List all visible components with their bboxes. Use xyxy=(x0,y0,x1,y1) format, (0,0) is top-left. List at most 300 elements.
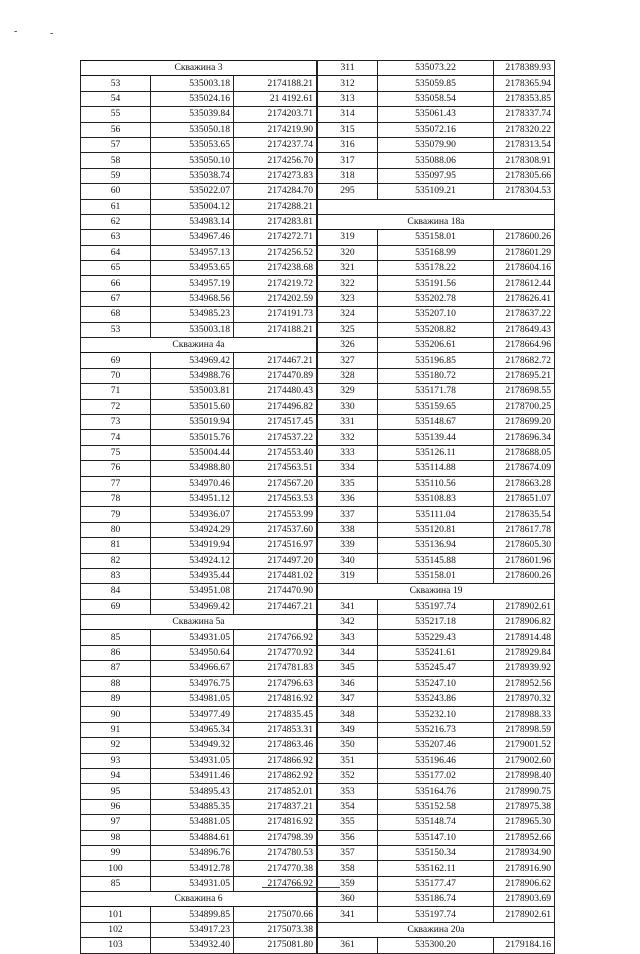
x-coordinate-cell: 534985.23 xyxy=(151,307,234,322)
y-coordinate-cell: 2174203.71 xyxy=(234,107,317,122)
x-coordinate-cell: 534936.07 xyxy=(151,507,234,522)
table-row xyxy=(318,76,555,91)
point-number-cell: 350 xyxy=(318,738,378,753)
point-number-cell: 295 xyxy=(318,184,378,199)
point-number-cell: 67 xyxy=(81,291,151,306)
point-number-cell: 65 xyxy=(81,261,151,276)
y-coordinate-cell: 2174863.46 xyxy=(234,738,317,753)
table-row xyxy=(81,799,317,814)
table-row xyxy=(318,245,555,260)
point-number-cell: 320 xyxy=(318,245,378,260)
y-coordinate-cell: 2178990.75 xyxy=(494,784,555,799)
table-row xyxy=(318,276,555,291)
y-coordinate-cell: 2174273.83 xyxy=(234,168,317,183)
table-row xyxy=(318,168,555,183)
y-coordinate-cell: 2178308.91 xyxy=(494,153,555,168)
table-row xyxy=(318,538,555,553)
table-row xyxy=(81,692,317,707)
table-row xyxy=(318,738,555,753)
y-coordinate-cell: 2178998.59 xyxy=(494,722,555,737)
point-number-cell: 86 xyxy=(81,645,151,660)
x-coordinate-cell: 534951.08 xyxy=(151,584,234,599)
right-coordinate-table xyxy=(317,60,554,954)
point-number-cell: 101 xyxy=(81,907,151,922)
y-coordinate-cell: 2174537.22 xyxy=(234,430,317,445)
y-coordinate-cell: 2174272.71 xyxy=(234,230,317,245)
y-coordinate-cell: 2178353.85 xyxy=(494,91,555,106)
point-number-cell: 84 xyxy=(81,584,151,599)
point-number-cell: 66 xyxy=(81,276,151,291)
x-coordinate-cell: 534931.05 xyxy=(151,876,234,891)
point-number-cell: 319 xyxy=(318,230,378,245)
y-coordinate-cell: 2178674.09 xyxy=(494,461,555,476)
point-number-cell: 78 xyxy=(81,491,151,506)
y-coordinate-cell: 2174816.92 xyxy=(234,815,317,830)
x-coordinate-cell: 534983.14 xyxy=(151,214,234,229)
y-coordinate-cell: 2178998.40 xyxy=(494,768,555,783)
y-coordinate-cell: 2174517.45 xyxy=(234,414,317,429)
point-number-cell: 313 xyxy=(318,91,378,106)
point-number-cell: 359 xyxy=(318,876,378,891)
y-coordinate-cell: 2178970.32 xyxy=(494,692,555,707)
point-number-cell: 346 xyxy=(318,676,378,691)
x-coordinate-cell: 535004.44 xyxy=(151,445,234,460)
point-number-cell: 55 xyxy=(81,107,151,122)
table-row xyxy=(318,845,555,860)
table-row xyxy=(81,230,317,245)
y-coordinate-cell: 2178682.72 xyxy=(494,353,555,368)
y-coordinate-cell: 2175081.80 xyxy=(234,938,317,953)
y-coordinate-cell: 2178600.26 xyxy=(494,230,555,245)
table-row xyxy=(81,584,317,599)
x-coordinate-cell: 535110.56 xyxy=(378,476,494,491)
y-coordinate-cell: 2174862.92 xyxy=(234,768,317,783)
x-coordinate-cell: 535162.11 xyxy=(378,861,494,876)
point-number-cell: 53 xyxy=(81,76,151,91)
table-row xyxy=(81,214,317,229)
y-coordinate-cell: 2178975.38 xyxy=(494,799,555,814)
x-coordinate-cell: 535003.18 xyxy=(151,76,234,91)
x-coordinate-cell: 535148.74 xyxy=(378,815,494,830)
y-coordinate-cell: 2174766.92 xyxy=(234,876,317,891)
table-row xyxy=(318,815,555,830)
table-row xyxy=(81,414,317,429)
x-coordinate-cell: 535202.78 xyxy=(378,291,494,306)
y-coordinate-cell: 2178649.43 xyxy=(494,322,555,337)
x-coordinate-cell: 535015.60 xyxy=(151,399,234,414)
x-coordinate-cell: 534924.12 xyxy=(151,553,234,568)
table-row xyxy=(318,645,555,660)
point-number-cell: 85 xyxy=(81,630,151,645)
table-row xyxy=(81,137,317,152)
blank-row xyxy=(318,199,555,214)
point-number-cell: 332 xyxy=(318,430,378,445)
point-number-cell: 79 xyxy=(81,507,151,522)
y-coordinate-cell: 2178914.48 xyxy=(494,630,555,645)
table-row xyxy=(81,538,317,553)
point-number-cell: 56 xyxy=(81,122,151,137)
y-coordinate-cell: 2174563.51 xyxy=(234,461,317,476)
point-number-cell: 74 xyxy=(81,430,151,445)
table-row xyxy=(318,107,555,122)
x-coordinate-cell: 535053.65 xyxy=(151,137,234,152)
x-coordinate-cell: 535229.43 xyxy=(378,630,494,645)
table-row xyxy=(81,599,317,614)
x-coordinate-cell: 535114.88 xyxy=(378,461,494,476)
y-coordinate-cell: 2178700.25 xyxy=(494,399,555,414)
y-coordinate-cell: 2178604.16 xyxy=(494,261,555,276)
y-coordinate-cell: 2178699.20 xyxy=(494,414,555,429)
x-coordinate-cell: 534950.64 xyxy=(151,645,234,660)
table-row xyxy=(81,307,317,322)
point-number-cell: 357 xyxy=(318,845,378,860)
y-coordinate-cell: 2178663.28 xyxy=(494,476,555,491)
x-coordinate-cell: 535088.06 xyxy=(378,153,494,168)
point-number-cell: 314 xyxy=(318,107,378,122)
x-coordinate-cell: 535196.85 xyxy=(378,353,494,368)
y-coordinate-cell: 2178695.21 xyxy=(494,368,555,383)
table-row xyxy=(318,599,555,614)
point-number-cell: 351 xyxy=(318,753,378,768)
x-coordinate-cell: 535191.56 xyxy=(378,276,494,291)
well-name: Скважина 5а xyxy=(81,615,317,630)
table-row xyxy=(318,399,555,414)
table-row xyxy=(81,445,317,460)
table-row xyxy=(318,322,555,337)
y-coordinate-cell: 2174497.20 xyxy=(234,553,317,568)
y-coordinate-cell: 2179184.16 xyxy=(494,938,555,953)
point-number-cell: 58 xyxy=(81,153,151,168)
table-row xyxy=(318,414,555,429)
point-number-cell: 98 xyxy=(81,830,151,845)
x-coordinate-cell: 535245.47 xyxy=(378,661,494,676)
table-row xyxy=(318,676,555,691)
well-name: Скважина 3 xyxy=(81,61,317,76)
table-row xyxy=(81,753,317,768)
y-coordinate-cell: 2174219.90 xyxy=(234,122,317,137)
x-coordinate-cell: 534967.46 xyxy=(151,230,234,245)
x-coordinate-cell: 535079.90 xyxy=(378,137,494,152)
table-row xyxy=(81,768,317,783)
y-coordinate-cell: 2178601.29 xyxy=(494,245,555,260)
point-number-cell: 64 xyxy=(81,245,151,260)
y-coordinate-cell: 2174237.74 xyxy=(234,137,317,152)
y-coordinate-cell: 2178916.90 xyxy=(494,861,555,876)
point-number-cell: 99 xyxy=(81,845,151,860)
table-row xyxy=(318,661,555,676)
table-row xyxy=(318,91,555,106)
point-number-cell: 83 xyxy=(81,568,151,583)
table-row xyxy=(81,738,317,753)
y-coordinate-cell: 2178952.66 xyxy=(494,830,555,845)
table-row xyxy=(318,137,555,152)
x-coordinate-cell: 535159.65 xyxy=(378,399,494,414)
y-coordinate-cell: 2174835.45 xyxy=(234,707,317,722)
y-coordinate-cell: 2174219.72 xyxy=(234,276,317,291)
point-number-cell: 336 xyxy=(318,491,378,506)
table-row xyxy=(318,307,555,322)
x-coordinate-cell: 535039.84 xyxy=(151,107,234,122)
x-coordinate-cell: 534912.78 xyxy=(151,861,234,876)
y-coordinate-cell: 2174470.90 xyxy=(234,584,317,599)
point-number-cell: 333 xyxy=(318,445,378,460)
table-row xyxy=(318,368,555,383)
y-coordinate-cell: 2178617.78 xyxy=(494,522,555,537)
x-coordinate-cell: 535004.12 xyxy=(151,199,234,214)
section-header-row xyxy=(318,214,555,229)
table-row xyxy=(318,876,555,891)
table-row xyxy=(81,322,317,337)
section-header-row xyxy=(318,584,555,599)
point-number-cell: 69 xyxy=(81,599,151,614)
table-row xyxy=(318,230,555,245)
y-coordinate-cell: 2178313.54 xyxy=(494,137,555,152)
table-row xyxy=(81,184,317,199)
x-coordinate-cell: 535180.72 xyxy=(378,368,494,383)
x-coordinate-cell: 535126.11 xyxy=(378,445,494,460)
table-row xyxy=(318,707,555,722)
table-row xyxy=(318,122,555,137)
x-coordinate-cell: 535148.67 xyxy=(378,414,494,429)
table-row xyxy=(81,522,317,537)
table-row xyxy=(81,938,317,953)
y-coordinate-cell: 2174256.52 xyxy=(234,245,317,260)
table-row xyxy=(81,276,317,291)
point-number-cell: 341 xyxy=(318,599,378,614)
point-number-cell: 334 xyxy=(318,461,378,476)
point-number-cell: 73 xyxy=(81,414,151,429)
point-number-cell: 338 xyxy=(318,522,378,537)
x-coordinate-cell: 535197.74 xyxy=(378,599,494,614)
point-number-cell: 335 xyxy=(318,476,378,491)
point-number-cell: 360 xyxy=(318,892,378,907)
x-coordinate-cell: 535300.20 xyxy=(378,938,494,953)
y-coordinate-cell: 2174537.60 xyxy=(234,522,317,537)
x-coordinate-cell: 534932.40 xyxy=(151,938,234,953)
left-coordinate-table xyxy=(80,60,316,954)
x-coordinate-cell: 535003.18 xyxy=(151,322,234,337)
x-coordinate-cell: 535241.61 xyxy=(378,645,494,660)
y-coordinate-cell: 2174852.01 xyxy=(234,784,317,799)
x-coordinate-cell: 534953.65 xyxy=(151,261,234,276)
table-row xyxy=(81,461,317,476)
point-number-cell: 361 xyxy=(318,938,378,953)
x-coordinate-cell: 535168.99 xyxy=(378,245,494,260)
x-coordinate-cell: 534988.80 xyxy=(151,461,234,476)
well-name: Скважина 20а xyxy=(318,922,555,937)
y-coordinate-cell: 2178635.54 xyxy=(494,507,555,522)
x-coordinate-cell: 535145.88 xyxy=(378,553,494,568)
section-header-row xyxy=(81,615,317,630)
table-row xyxy=(318,692,555,707)
y-coordinate-cell: 2174770.92 xyxy=(234,645,317,660)
x-coordinate-cell: 534899.85 xyxy=(151,907,234,922)
x-coordinate-cell: 534896.76 xyxy=(151,845,234,860)
y-coordinate-cell: 2174188.21 xyxy=(234,76,317,91)
table-row xyxy=(81,722,317,737)
table-row xyxy=(318,799,555,814)
table-row xyxy=(318,476,555,491)
x-coordinate-cell: 535186.74 xyxy=(378,892,494,907)
x-coordinate-cell: 535108.83 xyxy=(378,491,494,506)
x-coordinate-cell: 535177.47 xyxy=(378,876,494,891)
table-row xyxy=(318,261,555,276)
y-coordinate-cell: 2178605.30 xyxy=(494,538,555,553)
point-number-cell: 322 xyxy=(318,276,378,291)
x-coordinate-cell: 535208.82 xyxy=(378,322,494,337)
x-coordinate-cell: 535217.18 xyxy=(378,615,494,630)
point-number-cell: 102 xyxy=(81,922,151,937)
y-coordinate-cell: 2178337.74 xyxy=(494,107,555,122)
table-row xyxy=(81,476,317,491)
table-row xyxy=(81,384,317,399)
table-row xyxy=(81,291,317,306)
y-coordinate-cell: 2178664.96 xyxy=(494,338,555,353)
table-row xyxy=(81,199,317,214)
point-number-cell: 89 xyxy=(81,692,151,707)
x-coordinate-cell: 534919.94 xyxy=(151,538,234,553)
point-number-cell: 340 xyxy=(318,553,378,568)
table-row xyxy=(81,830,317,845)
x-coordinate-cell: 535111.04 xyxy=(378,507,494,522)
table-row xyxy=(318,507,555,522)
x-coordinate-cell: 535164.76 xyxy=(378,784,494,799)
table-row xyxy=(81,553,317,568)
table-row xyxy=(81,261,317,276)
point-number-cell: 69 xyxy=(81,353,151,368)
point-number-cell: 77 xyxy=(81,476,151,491)
table-row xyxy=(81,645,317,660)
table-row xyxy=(81,922,317,937)
point-number-cell: 327 xyxy=(318,353,378,368)
x-coordinate-cell: 535136.94 xyxy=(378,538,494,553)
point-number-cell: 325 xyxy=(318,322,378,337)
y-coordinate-cell: 2174766.92 xyxy=(234,630,317,645)
y-coordinate-cell: 2174191.73 xyxy=(234,307,317,322)
y-coordinate-cell: 2178637.22 xyxy=(494,307,555,322)
point-number-cell: 96 xyxy=(81,799,151,814)
x-coordinate-cell: 534977.49 xyxy=(151,707,234,722)
x-coordinate-cell: 535177.02 xyxy=(378,768,494,783)
point-number-cell: 347 xyxy=(318,692,378,707)
point-number-cell: 321 xyxy=(318,261,378,276)
y-coordinate-cell: 2174853.31 xyxy=(234,722,317,737)
table-row xyxy=(318,445,555,460)
y-coordinate-cell: 2178906.82 xyxy=(494,615,555,630)
y-coordinate-cell: 2174816.92 xyxy=(234,692,317,707)
point-number-cell: 331 xyxy=(318,414,378,429)
x-coordinate-cell: 535147.10 xyxy=(378,830,494,845)
x-coordinate-cell: 534957.19 xyxy=(151,276,234,291)
x-coordinate-cell: 535178.22 xyxy=(378,261,494,276)
y-coordinate-cell: 2178696.34 xyxy=(494,430,555,445)
y-coordinate-cell: 2174202.59 xyxy=(234,291,317,306)
y-coordinate-cell: 2178952.56 xyxy=(494,676,555,691)
well-name: Скважина 6 xyxy=(81,892,317,907)
y-coordinate-cell: 2174288.21 xyxy=(234,199,317,214)
point-number-cell: 90 xyxy=(81,707,151,722)
point-number-cell: 311 xyxy=(318,61,378,76)
point-number-cell: 356 xyxy=(318,830,378,845)
point-number-cell: 97 xyxy=(81,815,151,830)
point-number-cell: 88 xyxy=(81,676,151,691)
point-number-cell: 358 xyxy=(318,861,378,876)
section-header-row xyxy=(81,61,317,76)
table-row xyxy=(81,845,317,860)
x-coordinate-cell: 535109.21 xyxy=(378,184,494,199)
point-number-cell: 103 xyxy=(81,938,151,953)
table-row xyxy=(81,491,317,506)
point-number-cell: 323 xyxy=(318,291,378,306)
x-coordinate-cell: 535097.95 xyxy=(378,168,494,183)
x-coordinate-cell: 534957.13 xyxy=(151,245,234,260)
table-row xyxy=(81,153,317,168)
x-coordinate-cell: 535206.61 xyxy=(378,338,494,353)
table-row xyxy=(318,753,555,768)
x-coordinate-cell: 534951.12 xyxy=(151,491,234,506)
section-header-row xyxy=(81,338,317,353)
point-number-cell: 353 xyxy=(318,784,378,799)
point-number-cell: 339 xyxy=(318,538,378,553)
table-row xyxy=(81,661,317,676)
scan-mark-1: - xyxy=(14,26,18,37)
x-coordinate-cell: 534965.34 xyxy=(151,722,234,737)
point-number-cell: 75 xyxy=(81,445,151,460)
y-coordinate-cell: 2178304.53 xyxy=(494,184,555,199)
table-row xyxy=(81,507,317,522)
x-coordinate-cell: 535216.73 xyxy=(378,722,494,737)
table-row xyxy=(318,830,555,845)
y-coordinate-cell: 2174480.43 xyxy=(234,384,317,399)
x-coordinate-cell: 535024.16 xyxy=(151,91,234,106)
y-coordinate-cell: 2178651.07 xyxy=(494,491,555,506)
x-coordinate-cell: 535073.22 xyxy=(378,61,494,76)
table-row xyxy=(81,76,317,91)
point-number-cell: 93 xyxy=(81,753,151,768)
table-row xyxy=(318,338,555,353)
point-number-cell: 354 xyxy=(318,799,378,814)
point-number-cell: 317 xyxy=(318,153,378,168)
y-coordinate-cell: 2174796.63 xyxy=(234,676,317,691)
x-coordinate-cell: 534976.75 xyxy=(151,676,234,691)
y-coordinate-cell: 2178389.93 xyxy=(494,61,555,76)
point-number-cell: 59 xyxy=(81,168,151,183)
table-row xyxy=(318,291,555,306)
table-row xyxy=(318,768,555,783)
x-coordinate-cell: 534969.42 xyxy=(151,599,234,614)
table-row xyxy=(81,861,317,876)
point-number-cell: 63 xyxy=(81,230,151,245)
x-coordinate-cell: 534884.61 xyxy=(151,830,234,845)
table-row xyxy=(318,384,555,399)
x-coordinate-cell: 535207.10 xyxy=(378,307,494,322)
table-row xyxy=(318,907,555,922)
y-coordinate-cell: 2178365.94 xyxy=(494,76,555,91)
table-row xyxy=(318,861,555,876)
table-row xyxy=(81,107,317,122)
table-row xyxy=(81,876,317,891)
table-row xyxy=(81,245,317,260)
well-name: Скважина 4а xyxy=(81,338,317,353)
y-coordinate-cell: 2174283.81 xyxy=(234,214,317,229)
scan-mark-2: - xyxy=(50,28,54,39)
point-number-cell: 324 xyxy=(318,307,378,322)
y-coordinate-cell: 2178320.22 xyxy=(494,122,555,137)
x-coordinate-cell: 535152.58 xyxy=(378,799,494,814)
point-number-cell: 71 xyxy=(81,384,151,399)
point-number-cell: 95 xyxy=(81,784,151,799)
point-number-cell: 345 xyxy=(318,661,378,676)
